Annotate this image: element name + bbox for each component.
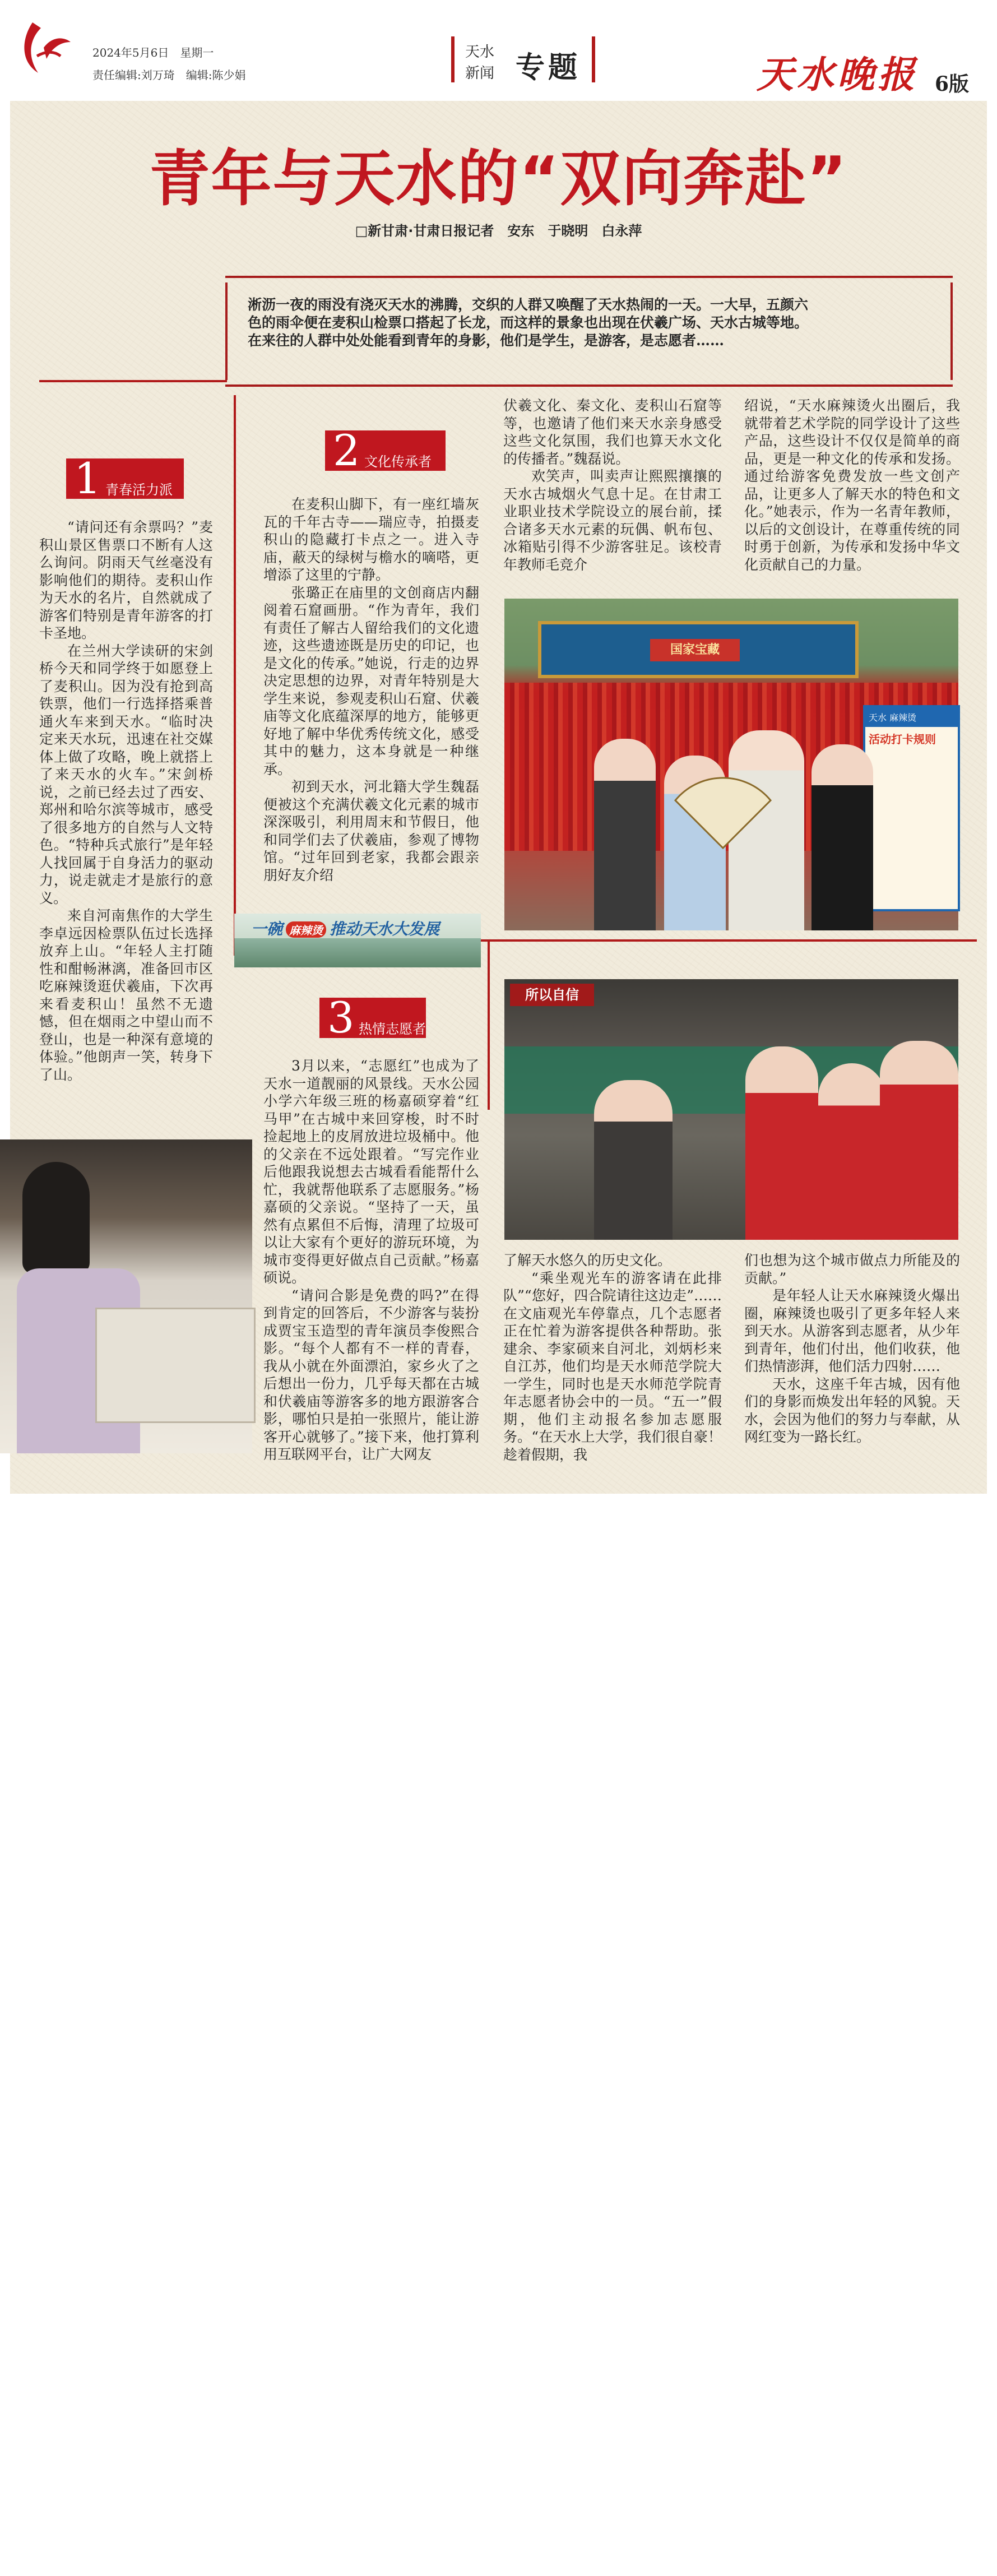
section-label: 文化传承者 — [364, 454, 432, 470]
masthead-logo: 天水晚报 — [757, 53, 918, 96]
text-column-3 — [503, 397, 722, 573]
paragraph: 了解天水悠久的历史文化。 — [503, 1252, 672, 1268]
banner-left: 一碗 — [251, 920, 283, 938]
volunteer-figure — [818, 1063, 885, 1240]
section-label: 青春活力派 — [105, 482, 173, 498]
open-book — [95, 1308, 256, 1423]
page-header — [0, 0, 997, 95]
text-column-6 — [503, 1252, 722, 1463]
paragraph: 在麦积山脚下，有一座红墙灰瓦的千年古寺——瑞应寺，拍摄麦积山的隐藏打卡点之一。进入寺庙，蔽天的绿树与檐水的嘀嗒，更增添了这里的宁静。 — [263, 496, 479, 583]
paragraph: 绍说，“天水麻辣烫火出圈后，我就带着艺术学院的同学设计了这些产品，这些设计不仅仅是简单的商品，更是一种文化的传承和发扬。通过给游客免费发放一些文创产品，让更多人了解天水的特色和文化。”她表示，作为一名青年教师，以后的文创设计，在尊重传统的同时勇于创新，为传承和发扬中华文化贡献自己的力量。 — [744, 397, 960, 573]
rule-divider — [39, 380, 227, 382]
paragraph: 欢笑声，叫卖声让熙熙攘攘的天水古城烟火气息十足。在甘肃工业职业技术学院设立的展台前，揉合诸多天水元素的玩偶、帆布包、冰箱贴引得不少游客驻足。该校青年教师毛竞介 — [503, 468, 722, 573]
paragraph: 张璐正在庙里的文创商店内翻阅着石窟画册。“作为青年，我们有责任了解古人留给我们的文化遗迹，这些遗迹既是历史的印记，也是文化的传承。”她说，行走的边界决定思想的边界，对青年特别是大学生来说，参观麦积山石窟、伏羲庙等文化底蕴深厚的地方，能够更好地了解中华优秀传统文化，感受其中的魅力，这本身就是一种继承。 — [263, 584, 479, 777]
rule-divider — [481, 939, 977, 942]
paragraph: 3月以来，“志愿红”也成为了天水一道靓丽的风景线。天水公园小学六年级三班的杨嘉硕穿着“红马甲”在古城中来回穿梭，时不时捡起地上的皮屑放进垃圾桶中。他的父亲在不远处跟着。“写完作业后他跟我说想去古城看看能帮什么忙，我就帮他联系了志愿服务。”杨嘉硕的父亲说。“坚持了一天，虽然有点累但不后悔，清理了垃圾可以让大家有个更好的游玩环境，为城市变得更好做点自己贡献。”杨嘉硕说。 — [263, 1058, 479, 1286]
paragraph: “乘坐观光车的游客请在此排队”“您好，四合院请往这边走”……在文庙观光车停靠点，几个志愿者正在忙着为游客提供各种帮助。张建余、李家硕来自河北，刘炳杉来自江苏，他们均是天水师范学院大一学生，同时也是天水师范学院青年志愿者协会中的一员。“五一”假期，他们主动报名参加志愿服务。“在天水上大学，我们很自豪！趁着假期，我 — [503, 1270, 722, 1463]
text-column-7 — [744, 1252, 960, 1446]
paragraph: “请问合影是免费的吗?”在得到肯定的回答后，不少游客与装扮成贾宝玉造型的青年演员李俊熙合影。“每个人都有不一样的青春，我从小就在外面漂泊，家乡火了之后想出一份力，几乎每天都在古城和伏羲庙等游客多的地方跟游客合影，哪怕只是拍一张照片，能让游客开心就够了。”接下来，他打算利用互联网平台，让广大网友 — [263, 1287, 479, 1462]
banner-text — [251, 917, 439, 939]
section-number: 2 — [333, 425, 360, 475]
paragraph: 是年轻人让天水麻辣烫火爆出圈，麻辣烫也吸引了更多年轻人来到天水。从游客到志愿者，从少年到青年，他们付出，他们收获，他们热情澎湃，他们活力四射…… — [744, 1287, 960, 1374]
photo-watermark: 阅读 | 尔雅 — [185, 2565, 230, 2575]
article-lead: 淅沥一夜的雨没有浇灭天水的沸腾，交织的人群又唤醒了天水热闹的一天。一大早，五颜六色的雨伞便在麦积山检票口搭起了长龙，而这样的景象也出现在伏羲广场、天水古城等地。在来往的人群中处处能看到青年的身影，他们是学生，是游客，是志愿者…… — [248, 296, 809, 349]
volunteer-figure — [745, 1046, 818, 1240]
paragraph: 天水，这座千年古城，因有他们的身影而焕发出年轻的风貌。天水，会因为他们的努力与奉献，从网红变为一路长红。 — [744, 1375, 960, 1445]
hair-shape — [22, 1162, 90, 1274]
text-column-4 — [744, 397, 960, 573]
paragraph: 来自河南焦作的大学生李卓远因检票队伍过长选择放弃上山。“年轻人主打随性和酣畅淋漓，准备回市区吃麻辣烫逛伏羲庙，下次再来看麦积山！虽然不无遗憾，但在烟雨之中望山而不登山，也是一种深有意境的体验。”他朗声一笑，转身下了山。 — [39, 907, 213, 1083]
text-column-5 — [263, 1057, 479, 1463]
banner-right: 推动天水大发展 — [330, 920, 440, 938]
banner-badge: 麻辣烫 — [286, 921, 326, 938]
section-header-2 — [325, 425, 446, 475]
street-sign: 所以自信 — [510, 984, 594, 1006]
section-name-line1: 天水 — [465, 44, 495, 61]
event-board — [863, 705, 960, 911]
paragraph: 在兰州大学读研的宋剑桥今天和同学终于如愿登上了麦积山。因为没有抢到高铁票，他们一行选择搭乘普通火车来到天水。“临时决定来天水玩，迅速在社交媒体上做了攻略，晚上就搭上了来天水的火车。”宋剑桥说，之前已经去过了西安、郑州和哈尔滨等城市，感受了很多地方的自然与人文特色。“特种兵式旅行”是年轻人找回属于自身活力的驱动力，说走就走才是旅行的意义。 — [39, 642, 213, 906]
section-topic: 专题 — [516, 50, 581, 85]
page-number: 6版 — [935, 72, 970, 96]
folding-fan-icon — [673, 784, 773, 851]
person-figure — [594, 739, 656, 930]
photo-volunteers — [504, 979, 958, 1240]
section-label: 热情志愿者 — [359, 1021, 426, 1037]
column-divider — [234, 395, 236, 956]
article-byline: □新甘肃·甘肃日报记者 安东 于晓明 白永萍 — [355, 223, 642, 239]
text-column-2 — [263, 495, 479, 884]
issue-date: 2024年5月6日 星期一 — [92, 46, 214, 59]
event-board-top: 天水 麻辣烫 — [865, 707, 958, 727]
paragraph: 们也想为这个城市做点力所能及的贡献。” — [744, 1252, 960, 1286]
city-skyline — [234, 938, 481, 967]
swallow-logo-icon — [16, 17, 72, 78]
editor-credits: 责任编辑:刘万琦 编辑:陈少娟 — [92, 68, 246, 82]
volunteer-figure — [880, 1041, 958, 1240]
section-number: 3 — [327, 993, 355, 1043]
sidebar-banner — [234, 914, 481, 967]
text-column-1 — [39, 518, 213, 1083]
person-figure — [811, 744, 873, 930]
event-board-title: 活动打卡规则 — [869, 733, 936, 746]
paragraph: 伏羲文化、秦文化、麦积山石窟等等，也邀请了他们来天水亲身感受这些文化氛围，我们也算天水文化的传播者。”魏磊说。 — [503, 397, 722, 467]
paragraph: “请问还有余票吗？”麦积山景区售票口不断有人这么询问。阴雨天气丝毫没有影响他们的期待。麦积山作为天水的名片，自然就成了游客们特别是青年游客的打卡圣地。 — [39, 519, 213, 641]
section-name-line2: 新闻 — [465, 65, 495, 82]
section-header-3 — [319, 993, 426, 1043]
photo-girl-reading — [0, 1139, 252, 2575]
section-number: 1 — [74, 453, 101, 503]
person-figure — [594, 1080, 673, 1240]
column-divider — [488, 942, 490, 1110]
photo-red-ribbons — [504, 599, 958, 930]
article-title: 青年与天水的“双向奔赴” — [149, 144, 848, 214]
paragraph: 初到天水，河北籍大学生魏磊便被这个充满伏羲文化元素的城市深深吸引，利用周末和节假日，他和同学们去了伏羲庙，参观了博物馆。“过年回到老家，我都会跟亲朋好友介绍 — [263, 779, 479, 883]
temple-sign: 国家宝藏 — [650, 639, 740, 661]
section-header-1 — [66, 453, 184, 503]
